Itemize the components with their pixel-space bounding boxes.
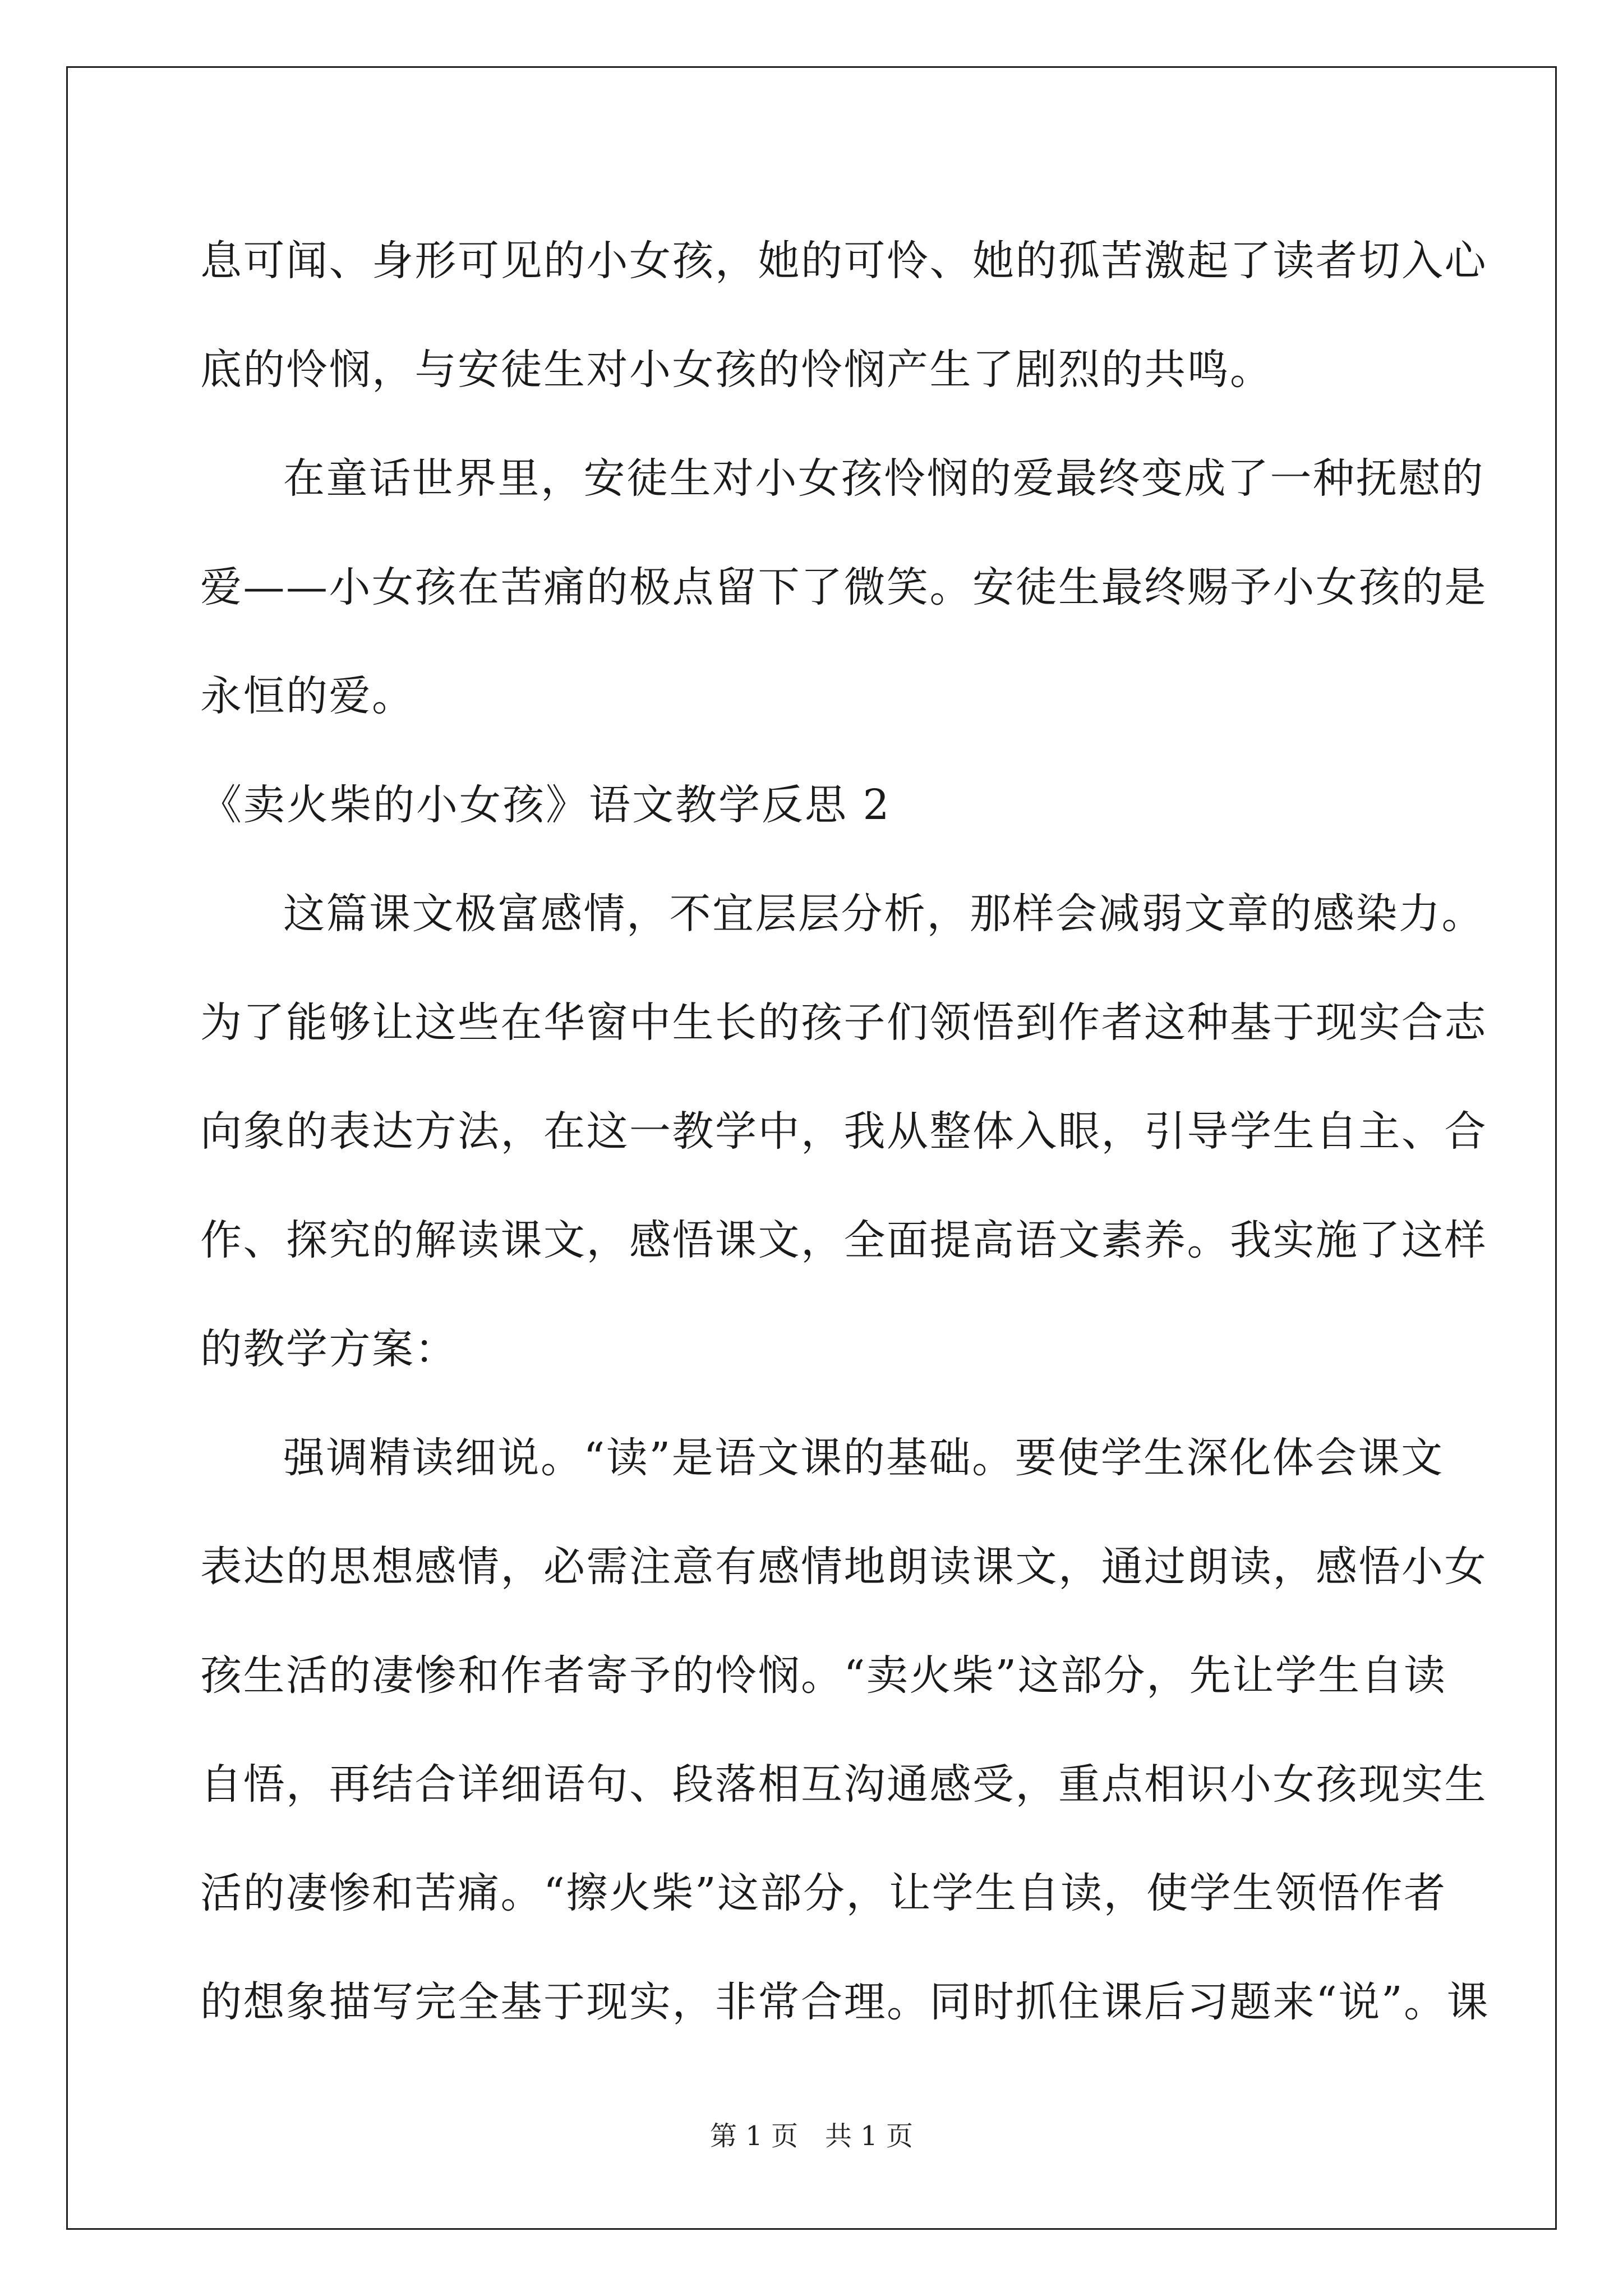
text-line: 底的怜悯，与安徒生对小女孩的怜悯产生了剧烈的共鸣。 (200, 346, 1273, 394)
text-line: 孩生活的凄惨和作者寄予的怜悯。“卖火柴”这部分，先让学生自读 (200, 1651, 1447, 1700)
text-line: 作、探究的解读课文，感悟课文，全面提高语文素养。我实施了这样 (200, 1216, 1487, 1264)
text-line: 为了能够让这些在华窗中生长的孩子们领悟到作者这种基于现实合志 (200, 999, 1487, 1047)
text-line: 活的凄惨和苦痛。“擦火柴”这部分，让学生自读，使学生领悟作者 (200, 1869, 1447, 1917)
text-line: 这篇课文极富感情，不宜层层分析，那样会减弱文章的感染力。 (283, 890, 1484, 938)
text-line: 永恒的爱。 (200, 672, 415, 720)
text-line: 爱——小女孩在苦痛的极点留下了微笑。安徒生最终赐予小女孩的是 (200, 563, 1487, 611)
page-footer: 第 1 页 共 1 页 (709, 2120, 914, 2152)
text-line: 息可闻、身形可见的小女孩，她的可怜、她的孤苦激起了读者切入心 (200, 237, 1487, 285)
text-line: 的想象描写完全基于现实，非常合理。同时抓住课后习题来“说”。课 (200, 1978, 1490, 2026)
text-line: 强调精读细说。“读”是语文课的基础。要使学生深化体会课文 (283, 1434, 1444, 1482)
text-line: 在童话世界里，安徒生对小女孩怜悯的爱最终变成了一种抚慰的 (283, 454, 1484, 503)
document-body (200, 206, 1490, 2056)
text-line: 的教学方案： (200, 1325, 458, 1373)
text-line: 表达的思想感情，必需注意有感情地朗读课文，通过朗读，感悟小女 (200, 1543, 1487, 1591)
section-heading: 《卖火柴的小女孩》语文教学反思 2 (200, 781, 891, 829)
text-line: 自悟，再结合详细语句、段落相互沟通感受，重点相识小女孩现实生 (200, 1760, 1487, 1809)
text-line: 向象的表达方法，在这一教学中，我从整体入眼，引导学生自主、合 (200, 1107, 1487, 1156)
